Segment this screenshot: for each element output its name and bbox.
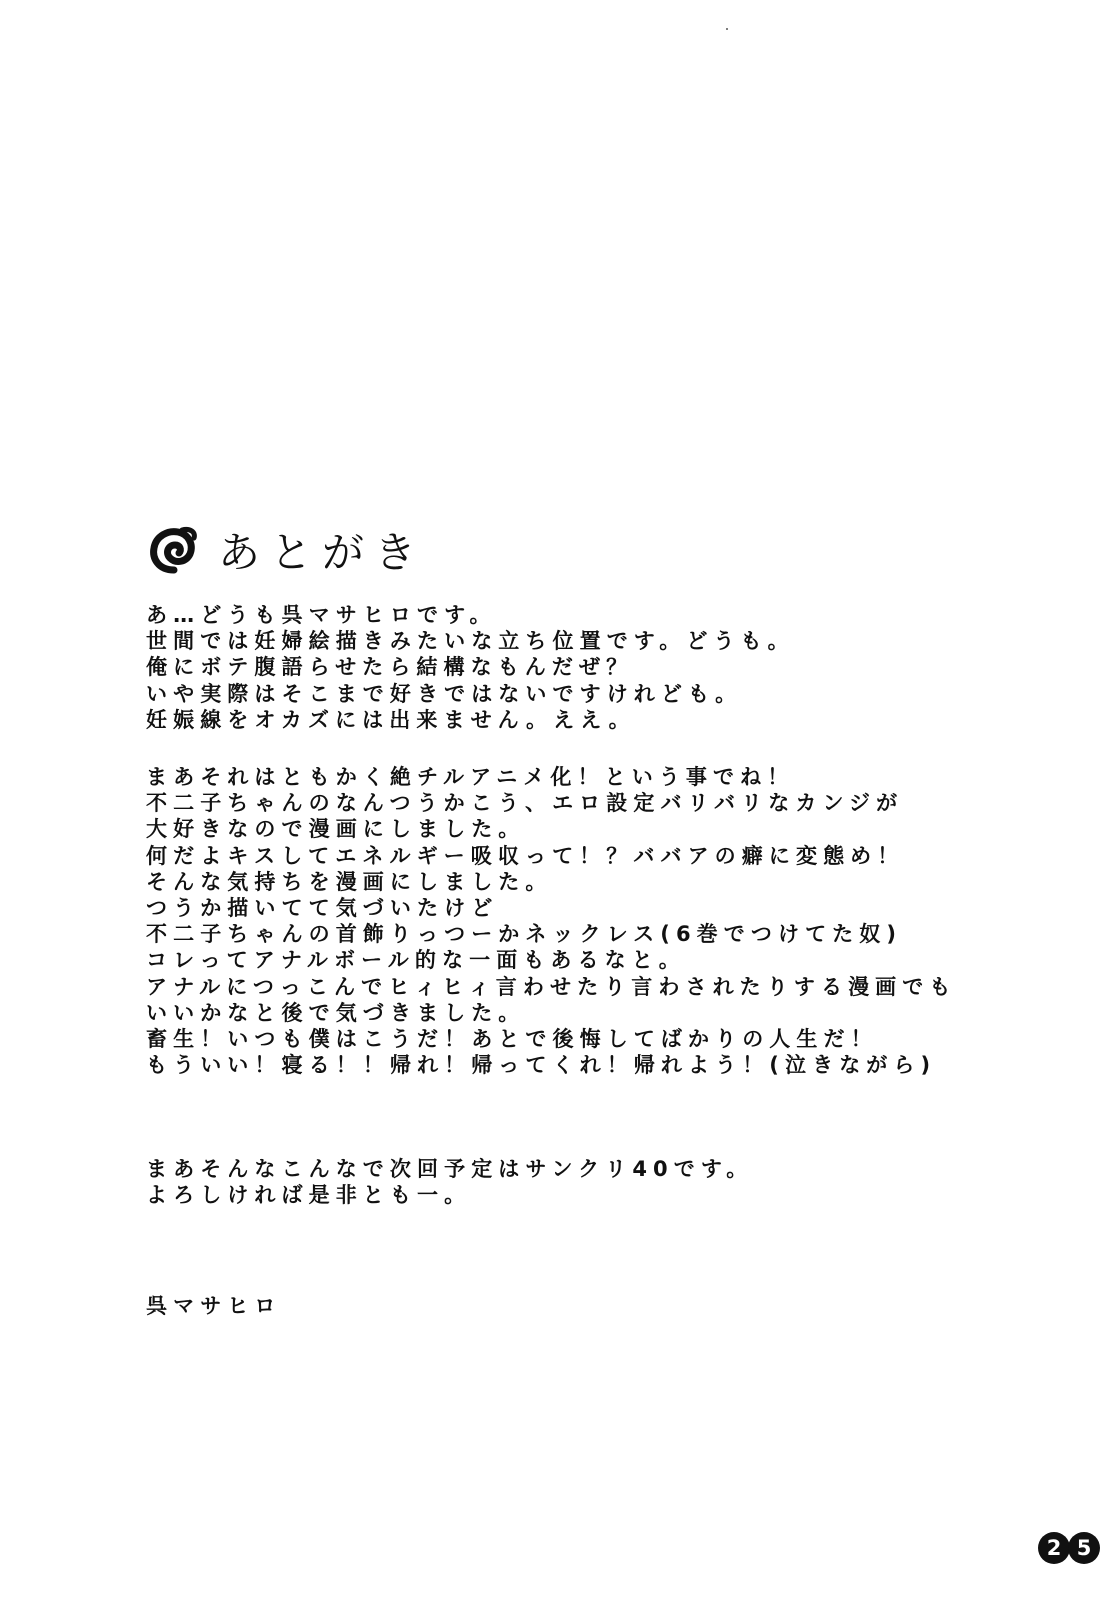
text-line: 何だよキスしてエネルギー吸収って！？ババアの癖に変態め！ [146, 843, 905, 868]
text-line: 畜生！いつも僕はこうだ！あとで後悔してばかりの人生だ！ [146, 1026, 878, 1051]
paragraph-3 [146, 1156, 753, 1208]
page-number [1040, 1532, 1100, 1564]
text-line: よろしければ是非とも一。 [146, 1183, 472, 1208]
text-line: アナルにつっこんでヒィヒィ言わせたり言わされたりする漫画でも [146, 974, 957, 999]
text-line: いや実際はそこまで好きではないですけれども。 [146, 681, 743, 706]
text-line: つうか描いてて気づいたけど [146, 895, 499, 920]
page-number-digit: 2 [1038, 1532, 1070, 1564]
paragraph-2 [146, 764, 956, 1078]
page-title: あとがき [218, 528, 427, 577]
text-line: まあそれはともかく絶チルアニメ化！という事でね！ [146, 765, 795, 789]
text-line: いいかなと後で気づきました。 [146, 1000, 526, 1025]
paper-speck [726, 28, 728, 30]
swirl-icon [148, 524, 200, 576]
text-line: 世間では妊婦絵描きみたいな立ち位置です。どうも。 [146, 629, 795, 654]
text-line: 俺にボテ腹語らせたら結構なもんだぜ？ [146, 655, 634, 680]
text-line: コレってアナルボール的な一面もあるなと。 [146, 948, 686, 973]
afterword-heading [148, 520, 426, 580]
text-line: もういい！寝る！！帰れ！帰ってくれ！帰れよう！(泣きながら) [146, 1053, 937, 1078]
text-line: 妊娠線をオカズには出来ません。ええ。 [146, 707, 636, 732]
text-line: そんな気持ちを漫画にしました。 [146, 869, 553, 894]
author-signature: 呉マサヒロ [146, 1294, 282, 1318]
text-line: 不二子ちゃんの首飾りっつーかネックレス(6巻でつけてた奴) [146, 922, 903, 947]
page-number-digit: 5 [1068, 1532, 1100, 1564]
text-line: 不二子ちゃんのなんつうかこう、エロ設定バリバリなカンジが [146, 791, 904, 816]
text-line: あ…どうも呉マサヒロです。 [146, 603, 497, 627]
text-line: まあそんなこんなで次回予定はサンクリ40です。 [146, 1157, 754, 1181]
paragraph-1 [146, 602, 795, 733]
text-line: 大好きなので漫画にしました。 [146, 817, 526, 842]
